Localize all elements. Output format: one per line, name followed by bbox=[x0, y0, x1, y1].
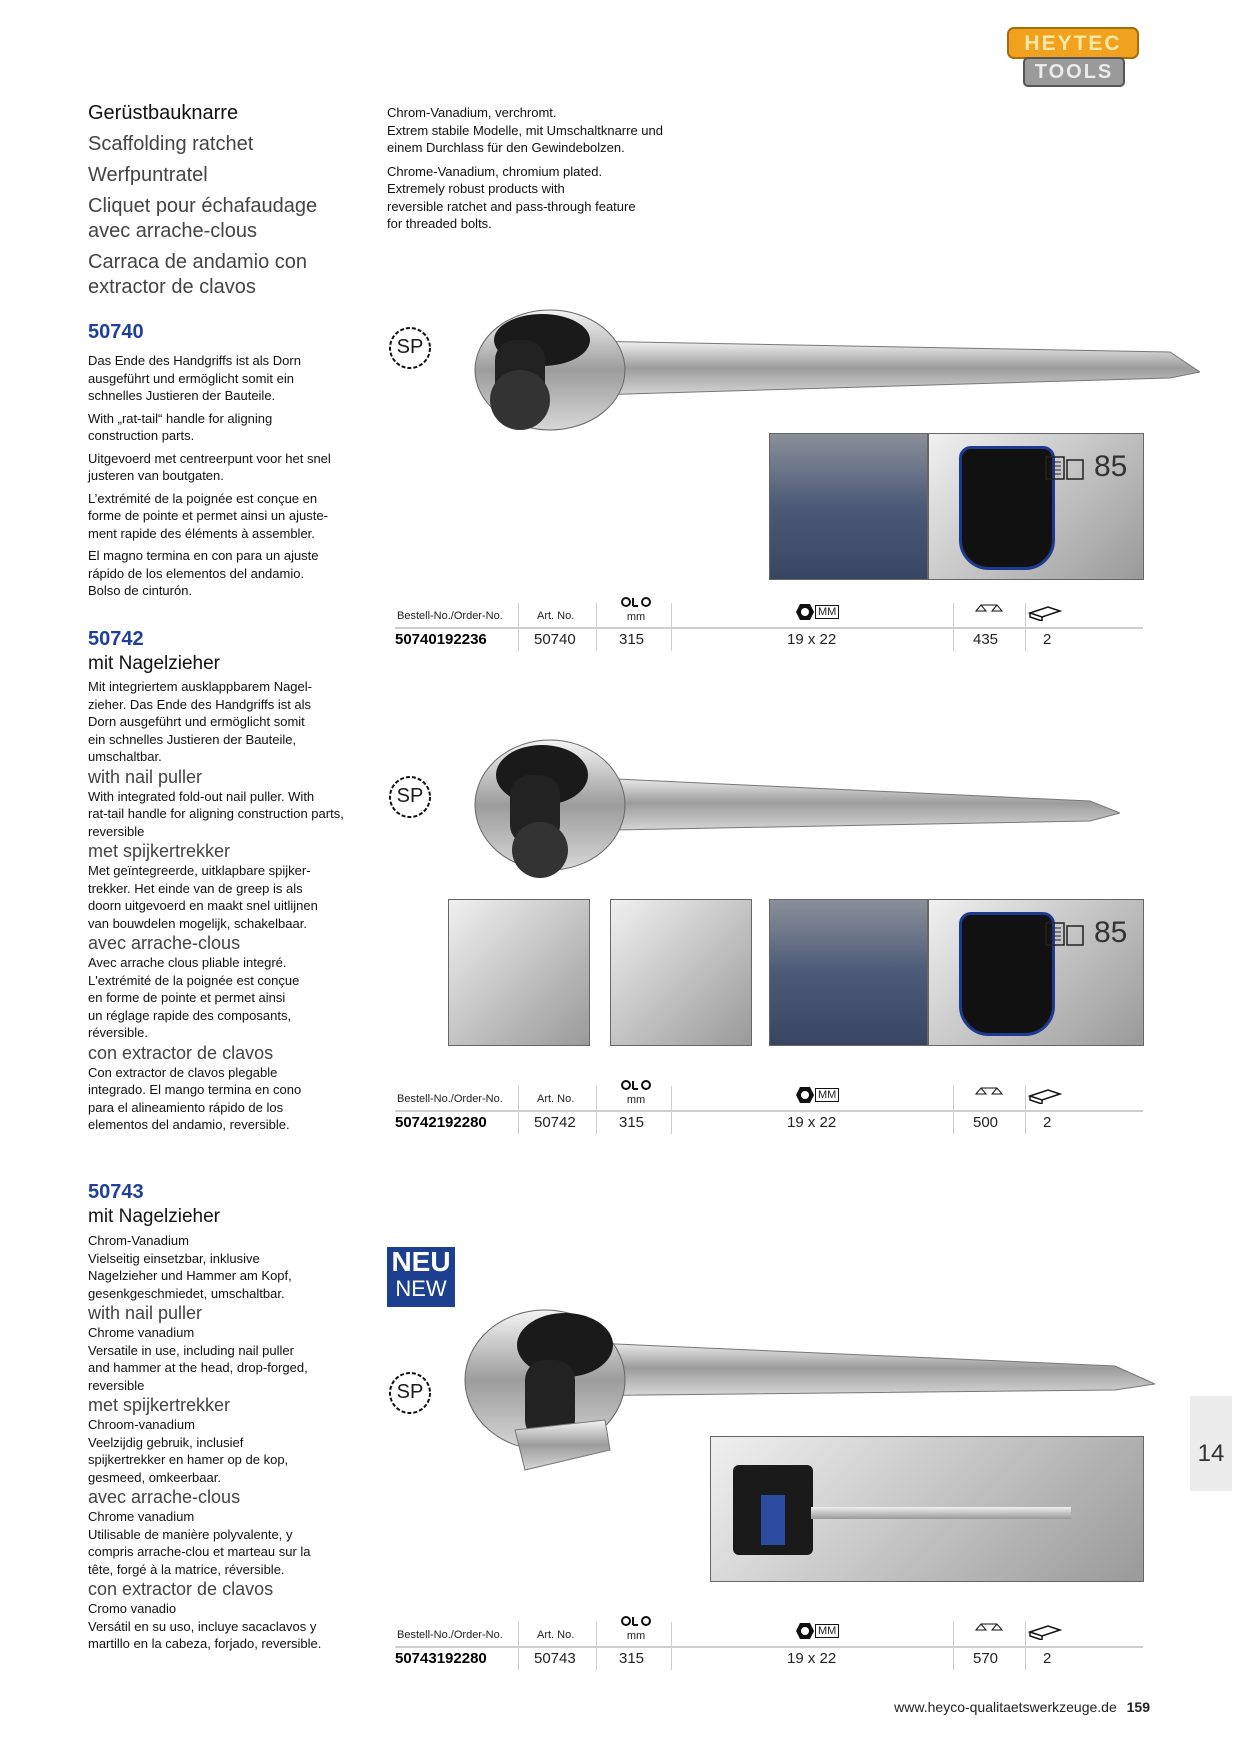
photo-nailpuller-detail-1 bbox=[448, 899, 590, 1046]
th-order-no: Bestell-No./Order-No. bbox=[397, 1629, 503, 1641]
product-50743-subtitle: mit Nagelzieher bbox=[88, 1206, 220, 1227]
scale-icon bbox=[974, 603, 1004, 619]
table-rule bbox=[395, 627, 1143, 629]
intro-en-4: for threaded bolts. bbox=[387, 216, 492, 231]
weight: 435 bbox=[973, 631, 999, 648]
page-number: 159 bbox=[1126, 1699, 1150, 1715]
sp-badge-icon: SP bbox=[388, 1371, 432, 1415]
art-no: 50740 bbox=[534, 631, 576, 648]
badge-85: 85 bbox=[1094, 450, 1128, 483]
title-es-2: extractor de clavos bbox=[88, 276, 256, 298]
hex-nut-icon bbox=[795, 603, 815, 621]
scale-icon bbox=[974, 1622, 1004, 1638]
th-size: MM bbox=[795, 1622, 839, 1640]
length-icon bbox=[620, 596, 652, 608]
title-fr-2: avec arrache-clous bbox=[88, 220, 257, 242]
table-rule bbox=[395, 1646, 1143, 1648]
th-size: MM bbox=[795, 1086, 839, 1104]
length-icon bbox=[620, 1615, 652, 1627]
title-de: Gerüstbauknarre bbox=[88, 102, 239, 124]
th-size: MM bbox=[795, 603, 839, 621]
art-no: 50743 bbox=[534, 1650, 576, 1667]
product-code-50740: 50740 bbox=[88, 321, 144, 343]
weight: 570 bbox=[973, 1650, 999, 1667]
length-mm: 315 bbox=[619, 1650, 645, 1667]
pack-qty: 2 bbox=[1043, 631, 1052, 648]
chapter-tab bbox=[1190, 1396, 1232, 1491]
scale-icon bbox=[974, 1086, 1004, 1102]
th-length: mm bbox=[611, 596, 661, 623]
length-mm: 315 bbox=[619, 1114, 645, 1131]
product-50742-desc: Mit integriertem ausklappbarem Nagel- zieher. Das Ende des Handgriffs ist als Dorn ausgeführt und ermöglicht somit ein schnelles Justieren der Bauteile, umschaltbar. with nail puller With integrated fold-out nail puller. With rat-tail handle for aligning construction parts, reversible met spijkertrekker Met geïntegreerde, uitklapbare spijker- trekker. Het einde van de greep is als doorn uitgevoerd en maakt snel uitlijnen van bouwdelen mogelijk, schakelbaar. avec arrache-clous Avec arrache clous pliable integré. L'extrémité de la poignée est conçue en forme de pointe et permet ainsi un réglage rapide des composants, réversible. con extractor de clavos Con extractor de clavos plegable integrado. El mango termina en cono para el alineamiento rápido de los elementos del andamio, reversible. bbox=[88, 679, 344, 1132]
weight: 500 bbox=[973, 1114, 999, 1131]
intro-en-2: Extremely robust products with bbox=[387, 181, 565, 196]
th-order-no: Bestell-No./Order-No. bbox=[397, 1093, 503, 1105]
th-length: mm bbox=[611, 1079, 661, 1106]
header-intro bbox=[387, 104, 717, 233]
hex-nut-icon bbox=[795, 1086, 815, 1104]
length-mm: 315 bbox=[619, 631, 645, 648]
th-weight bbox=[974, 603, 1004, 622]
table-rule bbox=[395, 1110, 1143, 1112]
title-es-1: Carraca de andamio con bbox=[88, 251, 308, 273]
title-nl: Werfpuntratel bbox=[88, 164, 208, 186]
sp-badge-icon: SP bbox=[388, 775, 432, 819]
photo-belt-pouch bbox=[928, 899, 1144, 1046]
length-icon bbox=[620, 1079, 652, 1091]
pack-qty-icon bbox=[1045, 922, 1085, 948]
size: 19 x 22 bbox=[787, 1650, 837, 1667]
th-weight bbox=[974, 1086, 1004, 1105]
size: 19 x 22 bbox=[787, 631, 837, 648]
intro-de-2: Extrem stabile Modelle, mit Umschaltknarre und bbox=[387, 122, 663, 138]
pack-qty-icon bbox=[1045, 456, 1085, 482]
art-no: 50742 bbox=[534, 1114, 576, 1131]
photo-worker-belt bbox=[769, 433, 928, 580]
intro-de-3: einem Durchlass für den Gewindebolzen. bbox=[387, 140, 625, 155]
order-no: 50742192280 bbox=[395, 1114, 487, 1131]
footer-url[interactable]: www.heyco-qualitaetswerkzeuge.de bbox=[894, 1699, 1117, 1715]
intro-en-1: Chrome-Vanadium, chromium plated. bbox=[387, 163, 603, 179]
pack-box-icon bbox=[1028, 1086, 1062, 1104]
new-badge: NEU NEW bbox=[387, 1247, 455, 1307]
title-en: Scaffolding ratchet bbox=[88, 133, 254, 155]
th-art-no: Art. No. bbox=[537, 610, 575, 622]
product-50742-subtitle: mit Nagelzieher bbox=[88, 653, 220, 674]
intro-en-3: reversible ratchet and pass-through feature bbox=[387, 198, 636, 214]
heytec-tools-logo bbox=[1006, 26, 1142, 90]
photo-belt-pouch bbox=[928, 433, 1144, 580]
th-pack bbox=[1028, 1622, 1062, 1643]
hex-nut-icon bbox=[795, 1622, 815, 1640]
th-pack bbox=[1028, 603, 1062, 624]
sp-label: SP bbox=[396, 336, 424, 358]
intro-de-1: Chrom-Vanadium, verchromt. bbox=[387, 105, 557, 120]
logo-line2: TOOLS bbox=[1034, 61, 1114, 83]
product-50743-desc: Chrom-Vanadium Vielseitig einsetzbar, inklusive Nagelzieher und Hammer am Kopf, gesenkgeschmiedet, umschaltbar. with nail puller Chrome vanadium Versatile in use, including nail puller and hammer at the head, drop-forged, reversible met spijkertrekker Chroom-vanadium Veelzijdig gebruik, inclusief spijkertrekker en hamer op de kop, gesmeed, omkeerbaar. avec arrache-clous Chrome vanadium Utilisable de manière polyvalente, y compris arrache-clou et marteau sur la tête, forgé à la matrice, réversible. con extractor de clavos Cromo vanadio Versátil en su uso, incluye sacaclavos y martillo en la cabeza, forjado, reversible. bbox=[88, 1233, 322, 1651]
th-weight bbox=[974, 1622, 1004, 1641]
th-art-no: Art. No. bbox=[537, 1629, 575, 1641]
sp-badge-icon bbox=[388, 326, 432, 370]
badge-85: 85 bbox=[1094, 916, 1128, 949]
photo-nailpuller-detail-2 bbox=[610, 899, 752, 1046]
photo-worker-belt bbox=[769, 899, 928, 1046]
ratchet-product-image bbox=[470, 300, 1200, 450]
header-titles bbox=[88, 101, 378, 300]
pack-qty: 2 bbox=[1043, 1114, 1052, 1131]
pack-box-icon bbox=[1028, 603, 1062, 621]
order-no: 50743192280 bbox=[395, 1650, 487, 1667]
chapter-number: 14 bbox=[1197, 1440, 1225, 1467]
title-fr-1: Cliquet pour échafaudage bbox=[88, 195, 318, 217]
pack-box-icon bbox=[1028, 1622, 1062, 1640]
size: 19 x 22 bbox=[787, 1114, 837, 1131]
product-code-50742: 50742 bbox=[88, 628, 144, 650]
ratchet-nailpuller-product-image bbox=[470, 735, 1120, 885]
product-50740-desc: Das Ende des Handgriffs ist als Dorn ausgeführt und ermöglicht somit ein schnelles Justieren der Bauteile. With „rat-tail“ handle for aligning construction parts. Uitgevoerd met centreerpunt voor het snel justeren van boutgaten. L’extrémité de la poignée est conçue en forme de pointe et permet ainsi un ajuste- ment rapide des éléments à assembler. El magno termina en con para un ajuste rápido de los elementos del andamio. Bolso de cinturón. bbox=[88, 353, 331, 598]
footer bbox=[850, 1699, 1150, 1715]
order-no: 50740192236 bbox=[395, 631, 487, 648]
th-pack bbox=[1028, 1086, 1062, 1107]
pack-qty: 2 bbox=[1043, 1650, 1052, 1667]
th-art-no: Art. No. bbox=[537, 1093, 575, 1105]
th-length: mm bbox=[611, 1615, 661, 1642]
photo-packaging bbox=[710, 1436, 1144, 1582]
table-row bbox=[395, 1650, 1143, 1672]
product-code-50743: 50743 bbox=[88, 1181, 144, 1203]
table-row bbox=[395, 631, 1143, 653]
th-order-no: Bestell-No./Order-No. bbox=[397, 610, 503, 622]
table-row bbox=[395, 1114, 1143, 1136]
logo-line1: HEYTEC bbox=[1024, 32, 1122, 55]
